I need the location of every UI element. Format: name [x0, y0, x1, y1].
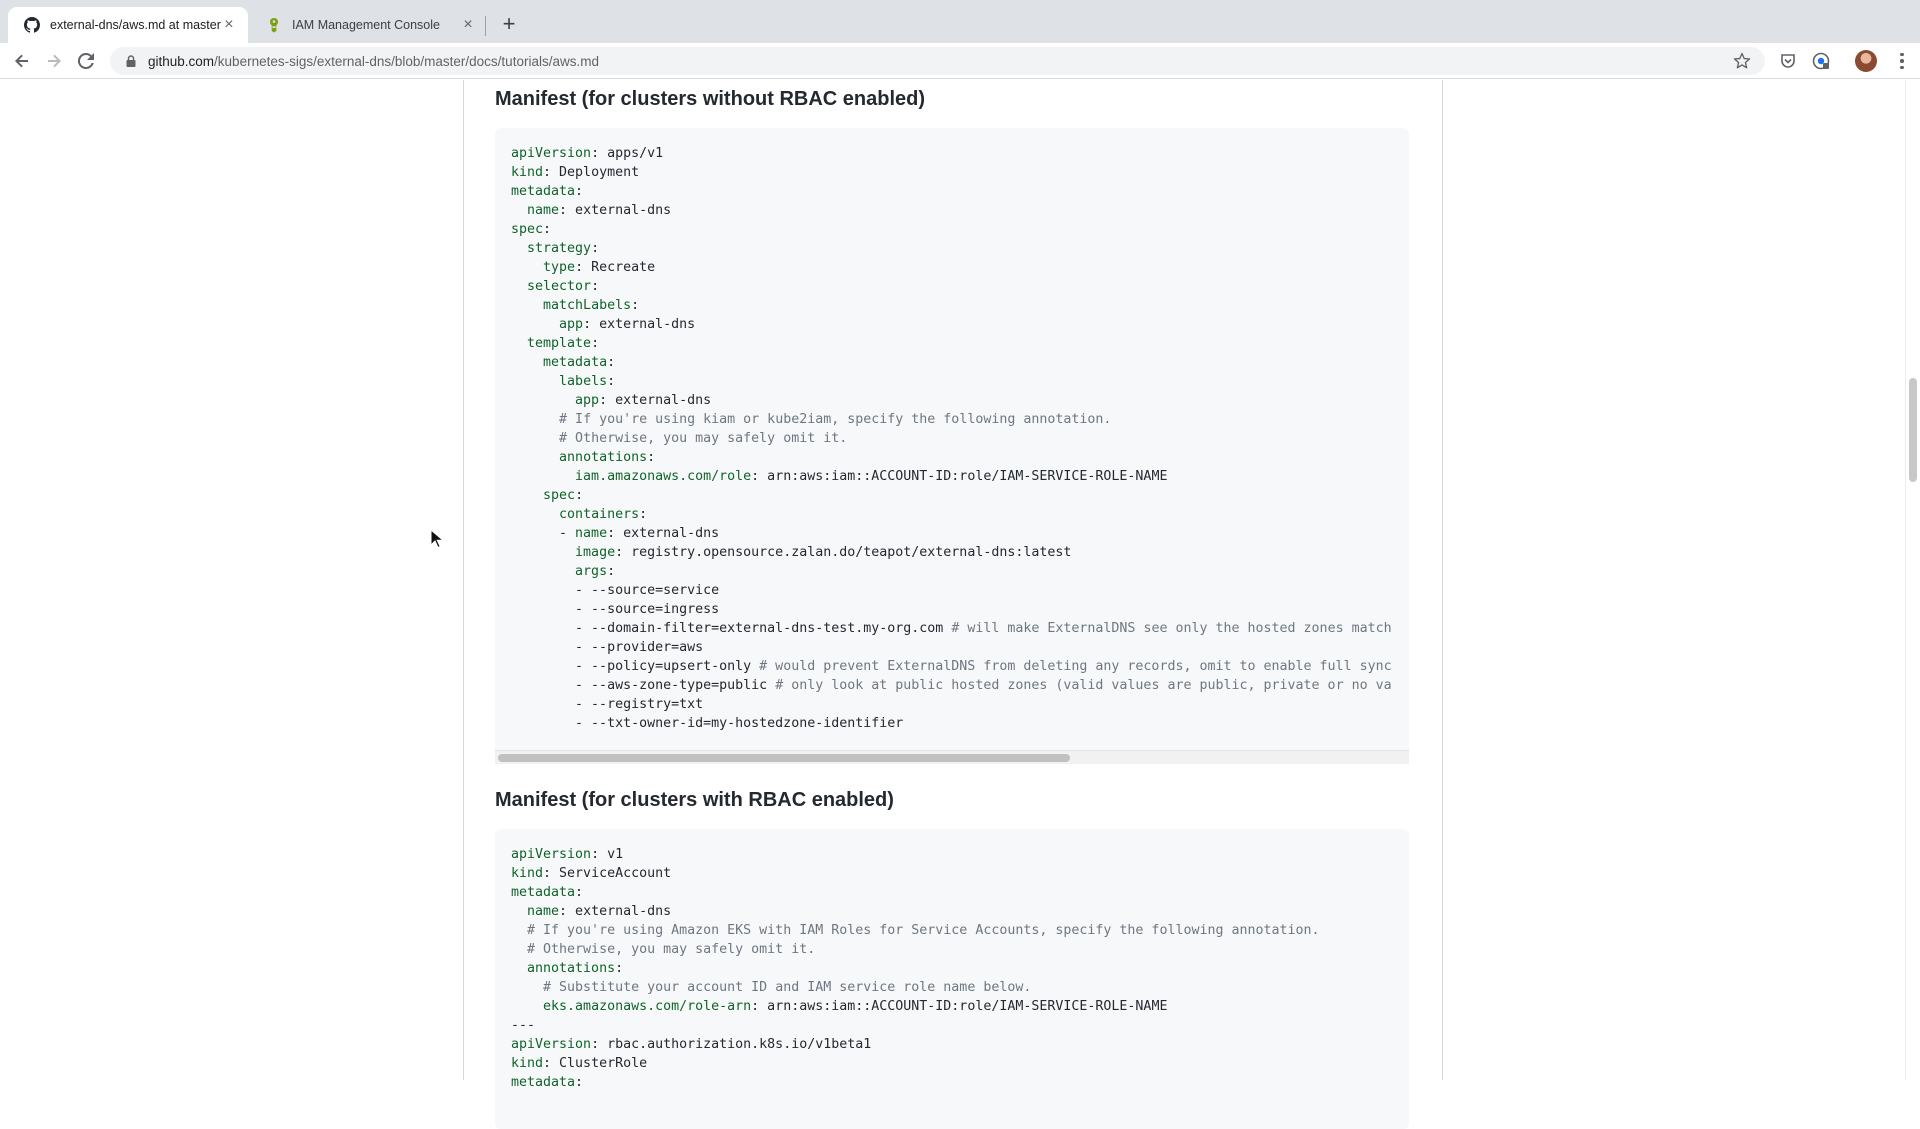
- code-comment: # Otherwise, you may safely omit it.: [527, 942, 816, 957]
- back-button[interactable]: [10, 49, 34, 73]
- profile-avatar[interactable]: [1855, 50, 1877, 72]
- yaml-key: matchLabels: [543, 298, 632, 313]
- code-token: [511, 336, 527, 351]
- url-host: github.com: [148, 53, 215, 69]
- code-line: [511, 315, 1393, 334]
- code-line: [511, 448, 1393, 467]
- page-viewport: [0, 80, 1920, 1090]
- yaml-key: selector: [527, 279, 592, 294]
- yaml-key: annotations: [559, 450, 648, 465]
- code-line: [511, 676, 1393, 695]
- code-token: :: [591, 241, 600, 256]
- yaml-key: app: [575, 393, 600, 408]
- code-line: [511, 182, 1393, 201]
- code-line: [511, 334, 1393, 353]
- arrow-right-icon: [46, 53, 62, 69]
- new-tab-button[interactable]: +: [502, 11, 516, 36]
- yaml-key: metadata: [511, 885, 576, 900]
- code-token: - --aws-zone-type=public: [511, 678, 776, 693]
- code-token: - --domain-filter=external-dns-test.my-org.com: [511, 621, 952, 636]
- code-token: :: [575, 184, 584, 199]
- code-line: [511, 144, 1393, 163]
- code-token: [511, 412, 559, 427]
- code-token: : external-dns: [607, 526, 720, 541]
- code-line: [511, 201, 1393, 220]
- yaml-key: args: [575, 564, 608, 579]
- yaml-key: containers: [559, 507, 640, 522]
- code-token: [511, 355, 543, 370]
- code-token: :: [575, 488, 584, 503]
- code-token: [511, 450, 559, 465]
- yaml-key: labels: [559, 374, 608, 389]
- code-token: [511, 961, 527, 976]
- code-line: [511, 486, 1393, 505]
- yaml-key: app: [559, 317, 584, 332]
- yaml-key: apiVersion: [511, 146, 592, 161]
- code-token: [511, 260, 543, 275]
- code-line: [511, 220, 1393, 239]
- code-line: [511, 296, 1393, 315]
- code-token: [511, 980, 543, 995]
- reload-button[interactable]: [74, 49, 98, 73]
- yaml-key: spec: [511, 222, 544, 237]
- arrow-left-icon: [14, 53, 30, 69]
- code-token: : external-dns: [559, 904, 672, 919]
- code-comment: # would prevent ExternalDNS from deleting any records, omit to enable full sync: [759, 659, 1392, 674]
- browser-toolbar: [0, 43, 1920, 79]
- tab-separator: [485, 16, 486, 36]
- page-vertical-scrollbar[interactable]: [1905, 80, 1920, 1080]
- code-line: [511, 410, 1393, 429]
- code-comment: # Otherwise, you may safely omit it.: [559, 431, 848, 446]
- code-line: [511, 505, 1393, 524]
- code-line: [511, 978, 1393, 997]
- yaml-key: kind: [511, 1056, 544, 1071]
- yaml-key: annotations: [527, 961, 616, 976]
- reload-icon: [78, 53, 94, 69]
- code-token: : registry.opensource.zalan.do/teapot/external-dns:latest: [615, 545, 1072, 560]
- code-token: :: [607, 355, 616, 370]
- code-line: [511, 695, 1393, 714]
- lock-icon[interactable]: [124, 54, 138, 68]
- yaml-key: kind: [511, 866, 544, 881]
- code-token: [511, 279, 527, 294]
- url-text: [148, 54, 599, 69]
- code-line: [511, 959, 1393, 978]
- code-line: [511, 429, 1393, 448]
- yaml-key: type: [543, 260, 576, 275]
- code-token: [511, 507, 559, 522]
- yaml-key: spec: [543, 488, 576, 503]
- code-line: [511, 714, 1393, 733]
- code-line: [511, 543, 1393, 562]
- code-token: : external-dns: [559, 203, 672, 218]
- yaml-key: apiVersion: [511, 847, 592, 862]
- code-token: :: [591, 336, 600, 351]
- code-token: - --provider=aws: [511, 640, 704, 655]
- code-line: [511, 883, 1393, 902]
- code-token: : ClusterRole: [543, 1056, 648, 1071]
- code-token: :: [575, 885, 584, 900]
- code-token: -: [511, 526, 576, 541]
- code-line: [511, 638, 1393, 657]
- code-token: : v1: [591, 847, 624, 862]
- code-token: [511, 488, 543, 503]
- code-token: [511, 923, 527, 938]
- code-token: : Recreate: [575, 260, 656, 275]
- yaml-key: strategy: [527, 241, 592, 256]
- code-token: : Deployment: [543, 165, 640, 180]
- code-token: :: [647, 450, 656, 465]
- code-text: [495, 128, 1409, 749]
- code-comment: # will make ExternalDNS see only the hosted zones match: [951, 621, 1392, 636]
- pocket-extension-icon[interactable]: [1778, 51, 1798, 71]
- bookmark-star-icon[interactable]: [1733, 52, 1751, 70]
- code-token: [511, 564, 575, 579]
- code-line: [511, 997, 1393, 1016]
- yaml-key: image: [575, 545, 616, 560]
- section-heading-with-rbac: Manifest (for clusters with RBAC enabled): [495, 789, 894, 811]
- code-token: [511, 999, 543, 1014]
- code-line: [511, 940, 1393, 959]
- code-comment: # If you're using kiam or kube2iam, specify the following annotation.: [559, 412, 1112, 427]
- code-token: :: [639, 507, 648, 522]
- code-line: [511, 372, 1393, 391]
- code-token: [511, 203, 527, 218]
- code-line: [511, 619, 1393, 638]
- code-line: [511, 239, 1393, 258]
- close-tab-icon[interactable]: ×: [463, 16, 473, 33]
- code-token: :: [543, 222, 552, 237]
- code-token: : rbac.authorization.k8s.io/v1beta1: [591, 1037, 872, 1052]
- extension-icon[interactable]: [1811, 51, 1831, 71]
- code-token: :: [607, 564, 616, 579]
- code-block-without-rbac[interactable]: [495, 128, 1409, 764]
- code-token: : arn:aws:iam::ACCOUNT-ID:role/IAM-SERVICE-ROLE-NAME: [751, 469, 1168, 484]
- code-line: [511, 845, 1393, 864]
- code-line: [511, 1016, 1393, 1035]
- yaml-key: name: [575, 526, 608, 541]
- code-line: [511, 277, 1393, 296]
- code-line: [511, 864, 1393, 883]
- code-line: [511, 163, 1393, 182]
- code-token: - --registry=txt: [511, 697, 704, 712]
- tab-github-aws-md[interactable]: [8, 7, 248, 43]
- code-line: [511, 581, 1393, 600]
- code-token: : external-dns: [599, 393, 712, 408]
- code-token: - --policy=upsert-only: [511, 659, 760, 674]
- horizontal-scrollbar-thumb[interactable]: [498, 754, 1070, 762]
- tab-title: IAM Management Console: [292, 18, 440, 32]
- code-token: [511, 393, 575, 408]
- code-token: [511, 241, 527, 256]
- code-line: [511, 391, 1393, 410]
- code-line: [511, 1073, 1393, 1092]
- code-token: : ServiceAccount: [543, 866, 672, 881]
- yaml-key: metadata: [511, 1075, 576, 1090]
- code-line: [511, 524, 1393, 543]
- code-line: [511, 902, 1393, 921]
- url-path: /kubernetes-sigs/external-dns/blob/master/docs/tutorials/aws.md: [214, 53, 599, 69]
- code-text: [495, 829, 1409, 1108]
- code-token: [511, 469, 575, 484]
- code-line: [511, 258, 1393, 277]
- github-icon: [24, 17, 40, 33]
- code-token: : apps/v1: [591, 146, 664, 161]
- yaml-key: template: [527, 336, 592, 351]
- code-comment: # If you're using Amazon EKS with IAM Roles for Service Accounts, specify the following annotation.: [527, 923, 1320, 938]
- vertical-scrollbar-thumb[interactable]: [1909, 378, 1917, 482]
- mouse-cursor-icon: [430, 529, 444, 549]
- code-line: [511, 1035, 1393, 1054]
- tab-iam-console[interactable]: [250, 7, 490, 43]
- code-token: [511, 317, 559, 332]
- code-comment: # Substitute your account ID and IAM service role name below.: [543, 980, 1032, 995]
- code-token: - --source=service: [511, 583, 720, 598]
- horizontal-scrollbar[interactable]: [495, 750, 1409, 764]
- yaml-key: kind: [511, 165, 544, 180]
- code-token: : arn:aws:iam::ACCOUNT-ID:role/IAM-SERVICE-ROLE-NAME: [751, 999, 1168, 1014]
- yaml-key: iam.amazonaws.com/role: [575, 469, 752, 484]
- code-line: [511, 921, 1393, 940]
- yaml-key: name: [527, 904, 560, 919]
- code-comment: # only look at public hosted zones (valid values are public, private or no va: [775, 678, 1392, 693]
- code-block-with-rbac[interactable]: [495, 829, 1409, 1129]
- yaml-key: apiVersion: [511, 1037, 592, 1052]
- code-token: [511, 545, 575, 560]
- code-token: :: [631, 298, 640, 313]
- code-line: [511, 657, 1393, 676]
- code-token: ---: [511, 1018, 536, 1033]
- code-line: [511, 467, 1393, 486]
- yaml-key: metadata: [511, 184, 576, 199]
- code-line: [511, 353, 1393, 372]
- code-line: [511, 1054, 1393, 1073]
- address-bar[interactable]: [110, 47, 1765, 75]
- aws-iam-icon: [266, 17, 282, 33]
- code-token: : external-dns: [583, 317, 696, 332]
- code-token: [511, 431, 559, 446]
- code-token: :: [591, 279, 600, 294]
- code-token: [511, 374, 559, 389]
- code-token: :: [575, 1075, 584, 1090]
- code-line: [511, 600, 1393, 619]
- yaml-key: name: [527, 203, 560, 218]
- section-heading-without-rbac: Manifest (for clusters without RBAC enabled): [495, 88, 926, 110]
- yaml-key: metadata: [543, 355, 608, 370]
- yaml-key: eks.amazonaws.com/role-arn: [543, 999, 752, 1014]
- code-token: [511, 942, 527, 957]
- code-token: - --source=ingress: [511, 602, 720, 617]
- code-line: [511, 562, 1393, 581]
- browser-menu-icon[interactable]: [1892, 51, 1912, 71]
- code-token: :: [615, 961, 624, 976]
- code-token: [511, 904, 527, 919]
- tab-bar: [0, 0, 1920, 43]
- code-token: - --txt-owner-id=my-hostedzone-identifier: [511, 716, 904, 731]
- forward-button[interactable]: [42, 49, 66, 73]
- code-token: [511, 298, 543, 313]
- tab-title: external-dns/aws.md at master: [50, 18, 221, 32]
- close-tab-icon[interactable]: ×: [224, 16, 234, 33]
- code-token: :: [607, 374, 616, 389]
